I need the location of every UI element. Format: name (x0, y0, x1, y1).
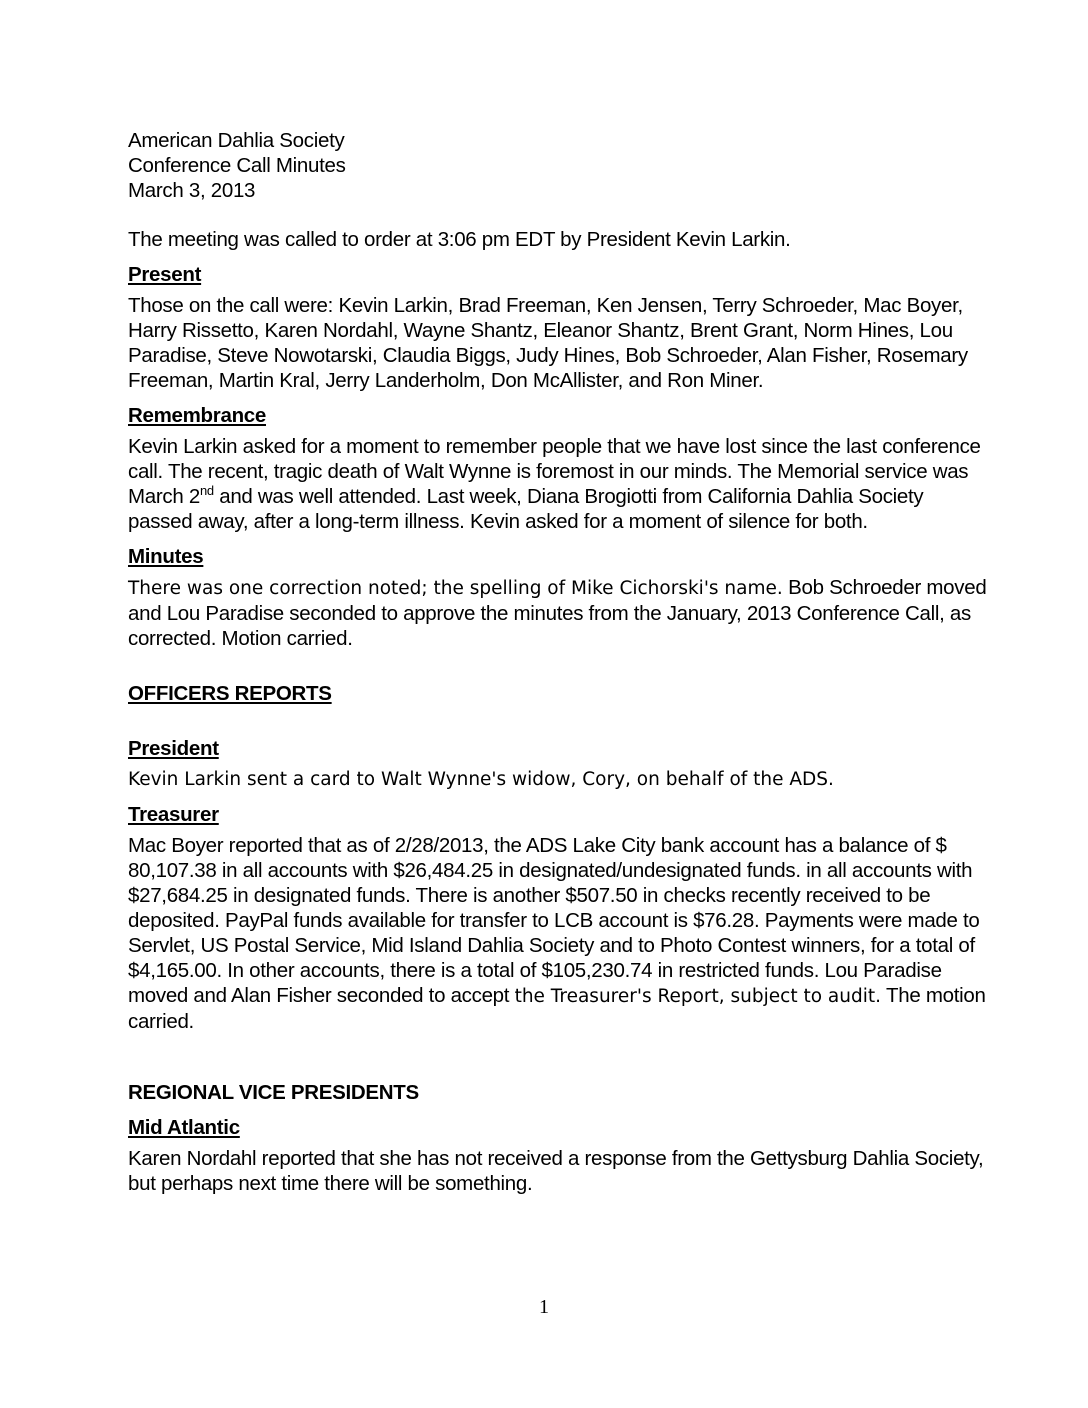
president-heading: President (128, 737, 219, 760)
remembrance-text-b: and was well attended. Last week, Diana Brogiotti from California Dahlia Society passed away, after a long-term illness. Kevin asked for a moment of silence for both. (128, 485, 924, 533)
treasurer-text-a: Mac Boyer reported that as of 2/28/2013, the ADS Lake City bank account has a balance of $ 80,107.38 in all accounts with $26,484.25 in designated/undesignated funds. in all accounts with $27,684.25 in designated funds. There is another $507.50 in checks recently received to be deposited. PayPal funds available for transfer to LCB account is $76.28. Payments were made to Servlet, US Postal Service, Mid Island Dahlia Society and to Photo Contest winners, for a total of $4,165.00. In other accounts, there is a total of $105,230.74 in restricted funds. Lou Paradise moved and Alan Fisher seconded to accept (128, 834, 980, 1007)
meeting-date: March 3, 2013 (128, 179, 256, 202)
treasurer-text-b: the Treasurer's Report, subject to audit. (514, 986, 882, 1007)
minutes-text-b: Bob Schroeder moved and Lou Paradise seconded to approve the minutes from the January, 2013 Conference Call, as corrected. Motion carried. (128, 576, 987, 650)
mid-atlantic-heading: Mid Atlantic (128, 1116, 240, 1139)
minutes-text (128, 575, 988, 651)
page-number: 1 (539, 1296, 549, 1318)
minutes-heading: Minutes (128, 545, 204, 568)
president-text: Kevin Larkin sent a card to Walt Wynne's widow, Cory, on behalf of the ADS. (128, 769, 834, 790)
remembrance-heading: Remembrance (128, 404, 266, 427)
opening-statement: The meeting was called to order at 3:06 pm EDT by President Kevin Larkin. (128, 228, 791, 251)
document-page (128, 128, 988, 1196)
officers-reports-heading: OFFICERS REPORTS (128, 682, 332, 705)
remembrance-text (128, 434, 988, 534)
minutes-text-a: There was one correction noted; the spelling of Mike Cichorski's name. (128, 578, 783, 599)
mid-atlantic-text: Karen Nordahl reported that she has not received a response from the Gettysburg Dahlia Society, but perhaps next time there will be something. (128, 1147, 984, 1195)
org-name: American Dahlia Society (128, 129, 345, 152)
present-heading: Present (128, 263, 202, 286)
document-type: Conference Call Minutes (128, 154, 346, 177)
present-text: Those on the call were: Kevin Larkin, Brad Freeman, Ken Jensen, Terry Schroeder, Mac Boyer, Harry Rissetto, Karen Nordahl, Wayne Shantz, Eleanor Shantz, Brent Grant, Norm Hines, Lou Paradise, Steve Nowotarski, Claudia Biggs, Judy Hines, Bob Schroeder, Alan Fisher, Rosemary Freeman, Martin Kral, Jerry Landerholm, Don McAllister, and Ron Miner. (128, 294, 968, 392)
remembrance-text-a: Kevin Larkin asked for a moment to remember people that we have lost since the last conference call. The recent, tragic death of Walt Wynne is foremost in our minds. The Memorial service was March 2 (128, 435, 981, 508)
treasurer-text (128, 833, 988, 1034)
regional-vps-heading: REGIONAL VICE PRESIDENTS (128, 1081, 419, 1104)
treasurer-heading: Treasurer (128, 803, 219, 826)
document-header (128, 128, 988, 203)
ordinal-suffix: nd (199, 483, 214, 499)
treasurer-text-c: The motion carried. (128, 984, 986, 1033)
